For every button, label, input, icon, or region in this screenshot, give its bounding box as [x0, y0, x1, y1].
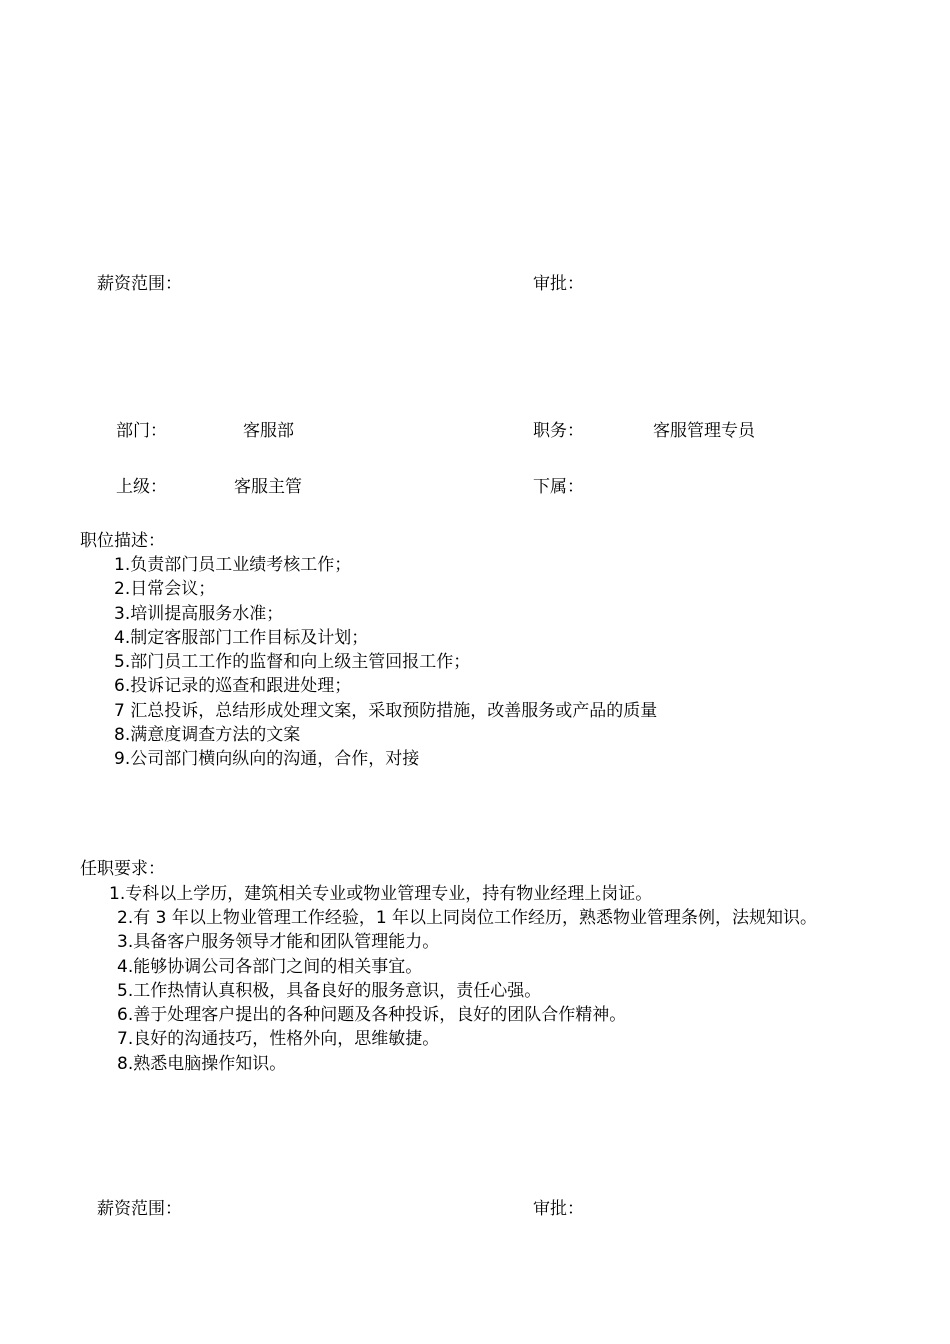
requirement-item: 1.专科以上学历，建筑相关专业或物业管理专业，持有物业经理上岗证。 [109, 884, 653, 904]
requirement-item: 4.能够协调公司各部门之间的相关事宜。 [117, 957, 423, 977]
description-item: 3.培训提高服务水准； [114, 604, 284, 624]
position-label: 职务： [533, 421, 584, 441]
description-item: 1.负责部门员工业绩考核工作； [114, 555, 352, 575]
description-item: 8.满意度调查方法的文案 [114, 725, 301, 745]
superior-label: 上级： [116, 477, 167, 497]
description-item: 4.制定客服部门工作目标及计划； [114, 628, 369, 648]
approval-label-bottom: 审批： [533, 1199, 584, 1219]
position-value: 客服管理专员 [653, 421, 755, 441]
salary-range-label-bottom: 薪资范围： [97, 1199, 182, 1219]
subordinate-label: 下属： [533, 477, 584, 497]
requirement-item: 7.良好的沟通技巧，性格外向，思维敏捷。 [117, 1029, 440, 1049]
requirement-item: 8.熟悉电脑操作知识。 [117, 1054, 287, 1074]
department-value: 客服部 [243, 421, 294, 441]
description-item: 6.投诉记录的巡查和跟进处理； [114, 676, 352, 696]
description-item: 5.部门员工工作的监督和向上级主管回报工作； [114, 652, 471, 672]
description-item: 2.日常会议； [114, 579, 216, 599]
requirement-item: 3.具备客户服务领导才能和团队管理能力。 [117, 932, 440, 952]
description-item: 9.公司部门横向纵向的沟通，合作，对接 [114, 749, 420, 769]
requirement-item: 2.有 3 年以上物业管理工作经验，1 年以上同岗位工作经历，熟悉物业管理条例，法规知识。 [117, 908, 818, 928]
description-item: 7 汇总投诉，总结形成处理文案，采取预防措施，改善服务或产品的质量 [114, 701, 658, 721]
job-description-heading: 职位描述： [80, 531, 165, 551]
department-label: 部门： [116, 421, 167, 441]
requirement-item: 6.善于处理客户提出的各种问题及各种投诉，良好的团队合作精神。 [117, 1005, 627, 1025]
superior-value: 客服主管 [234, 477, 302, 497]
requirement-item: 5.工作热情认真积极，具备良好的服务意识，责任心强。 [117, 981, 542, 1001]
salary-range-label-top: 薪资范围： [97, 274, 182, 294]
job-requirements-heading: 任职要求： [80, 859, 165, 879]
approval-label-top: 审批： [533, 274, 584, 294]
